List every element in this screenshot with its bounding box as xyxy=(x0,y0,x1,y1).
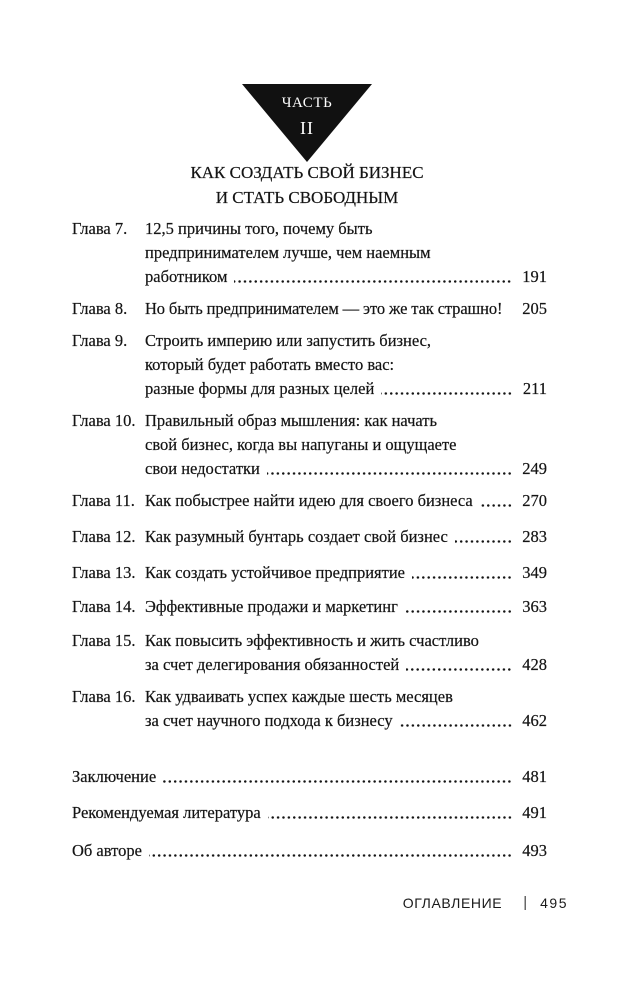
chapter-title-line: предпринимателем лучше, чем наемным xyxy=(145,243,431,262)
toc-entry-chapter-10 xyxy=(72,409,547,481)
toc-entry-conclusion xyxy=(72,765,547,789)
entry-title: Заключение xyxy=(72,767,157,786)
page-number: 481 xyxy=(522,767,547,786)
chapter-title-line: Правильный образ мышления: как начать xyxy=(145,411,438,430)
chapter-label: Глава 16. xyxy=(72,687,136,706)
footer-separator: | xyxy=(523,894,528,911)
chapter-title-line: за счет делегирования обязанностей xyxy=(145,655,400,674)
toc-entry-recommended-reading xyxy=(72,801,547,825)
toc-entry-chapter-15 xyxy=(72,629,547,677)
chapter-title-line: 12,5 причины того, почему быть xyxy=(145,219,373,238)
section-title-line: И СТАТЬ СВОБОДНЫМ xyxy=(215,188,399,207)
part-label: ЧАСТЬ xyxy=(281,95,333,111)
chapter-label: Глава 14. xyxy=(72,597,136,616)
chapter-label: Глава 12. xyxy=(72,527,136,546)
chapter-title-line: свой бизнес, когда вы напуганы и ощущаете xyxy=(145,435,457,454)
page-number: 191 xyxy=(522,267,547,286)
folio-page-number: 495 xyxy=(540,895,568,911)
toc-entry-chapter-14 xyxy=(72,595,547,619)
page-number: 270 xyxy=(522,491,547,510)
dot-leader xyxy=(234,280,512,283)
page-number: 283 xyxy=(522,527,547,546)
chapter-label: Глава 9. xyxy=(72,331,128,350)
page-number: 493 xyxy=(522,841,547,860)
chapter-label: Глава 8. xyxy=(72,299,128,318)
running-footer xyxy=(403,893,568,913)
toc-entry-chapter-7 xyxy=(72,217,547,289)
toc-entry-about-author xyxy=(72,839,547,863)
dot-leader xyxy=(400,724,513,727)
chapter-title-line: Строить империю или запустить бизнес, xyxy=(145,331,432,350)
section-title-line: КАК СОЗДАТЬ СВОЙ БИЗНЕС xyxy=(190,163,424,182)
dot-leader xyxy=(149,854,512,857)
chapter-label: Глава 15. xyxy=(72,631,136,650)
chapter-title-line: Как повысить эффективность и жить счастливо xyxy=(145,631,479,650)
dot-leader xyxy=(480,504,513,507)
chapter-title-line: Как создать устойчивое предприятие xyxy=(145,563,405,582)
page-number: 211 xyxy=(522,379,547,398)
dot-leader xyxy=(268,816,513,819)
entry-title: Об авторе xyxy=(72,841,142,860)
chapter-title-line: Эффективные продажи и маркетинг xyxy=(145,597,398,616)
dot-leader xyxy=(405,610,512,613)
chapter-title-line: Как побыстрее найти идею для своего бизнеса xyxy=(145,491,473,510)
toc-entry-chapter-13 xyxy=(72,561,547,585)
toc-entry-chapter-16 xyxy=(72,685,547,733)
section-title xyxy=(107,160,507,210)
chapter-label: Глава 10. xyxy=(72,411,136,430)
chapter-title-line: Но быть предпринимателем — это же так страшно! xyxy=(145,299,503,318)
dot-leader xyxy=(406,668,512,671)
page-number: 349 xyxy=(522,563,547,582)
dot-leader xyxy=(267,472,512,475)
dot-leader xyxy=(381,392,513,395)
chapter-title-line: работником xyxy=(145,267,228,286)
page-number: 428 xyxy=(522,655,547,674)
chapter-title-line: разные формы для разных целей xyxy=(145,379,375,398)
page-number: 249 xyxy=(522,459,547,478)
toc-entry-chapter-8 xyxy=(72,297,547,321)
chapter-title-line: свои недостатки xyxy=(145,459,260,478)
page-number: 205 xyxy=(522,299,547,318)
page-number: 491 xyxy=(522,803,547,822)
dot-leader xyxy=(163,780,512,783)
entry-title: Рекомендуемая литература xyxy=(72,803,261,822)
chapter-label: Глава 7. xyxy=(72,219,128,238)
page-number: 462 xyxy=(522,711,547,730)
chapter-title-line: Как удваивать успех каждые шесть месяцев xyxy=(145,687,453,706)
running-head: ОГЛАВЛЕНИЕ xyxy=(402,895,503,911)
chapter-label: Глава 13. xyxy=(72,563,136,582)
chapter-label: Глава 11. xyxy=(72,491,135,510)
chapter-title-line: за счет научного подхода к бизнесу xyxy=(145,711,393,730)
part-number: II xyxy=(300,118,314,138)
toc-entry-chapter-9 xyxy=(72,329,547,401)
chapter-title-line: который будет работать вместо вас: xyxy=(145,355,395,374)
dot-leader xyxy=(455,540,512,543)
chapter-title-line: Как разумный бунтарь создает свой бизнес xyxy=(145,527,448,546)
dot-leader xyxy=(412,576,512,579)
toc-entry-chapter-12 xyxy=(72,525,547,549)
toc-entry-chapter-11 xyxy=(72,489,547,513)
page-number: 363 xyxy=(522,597,547,616)
